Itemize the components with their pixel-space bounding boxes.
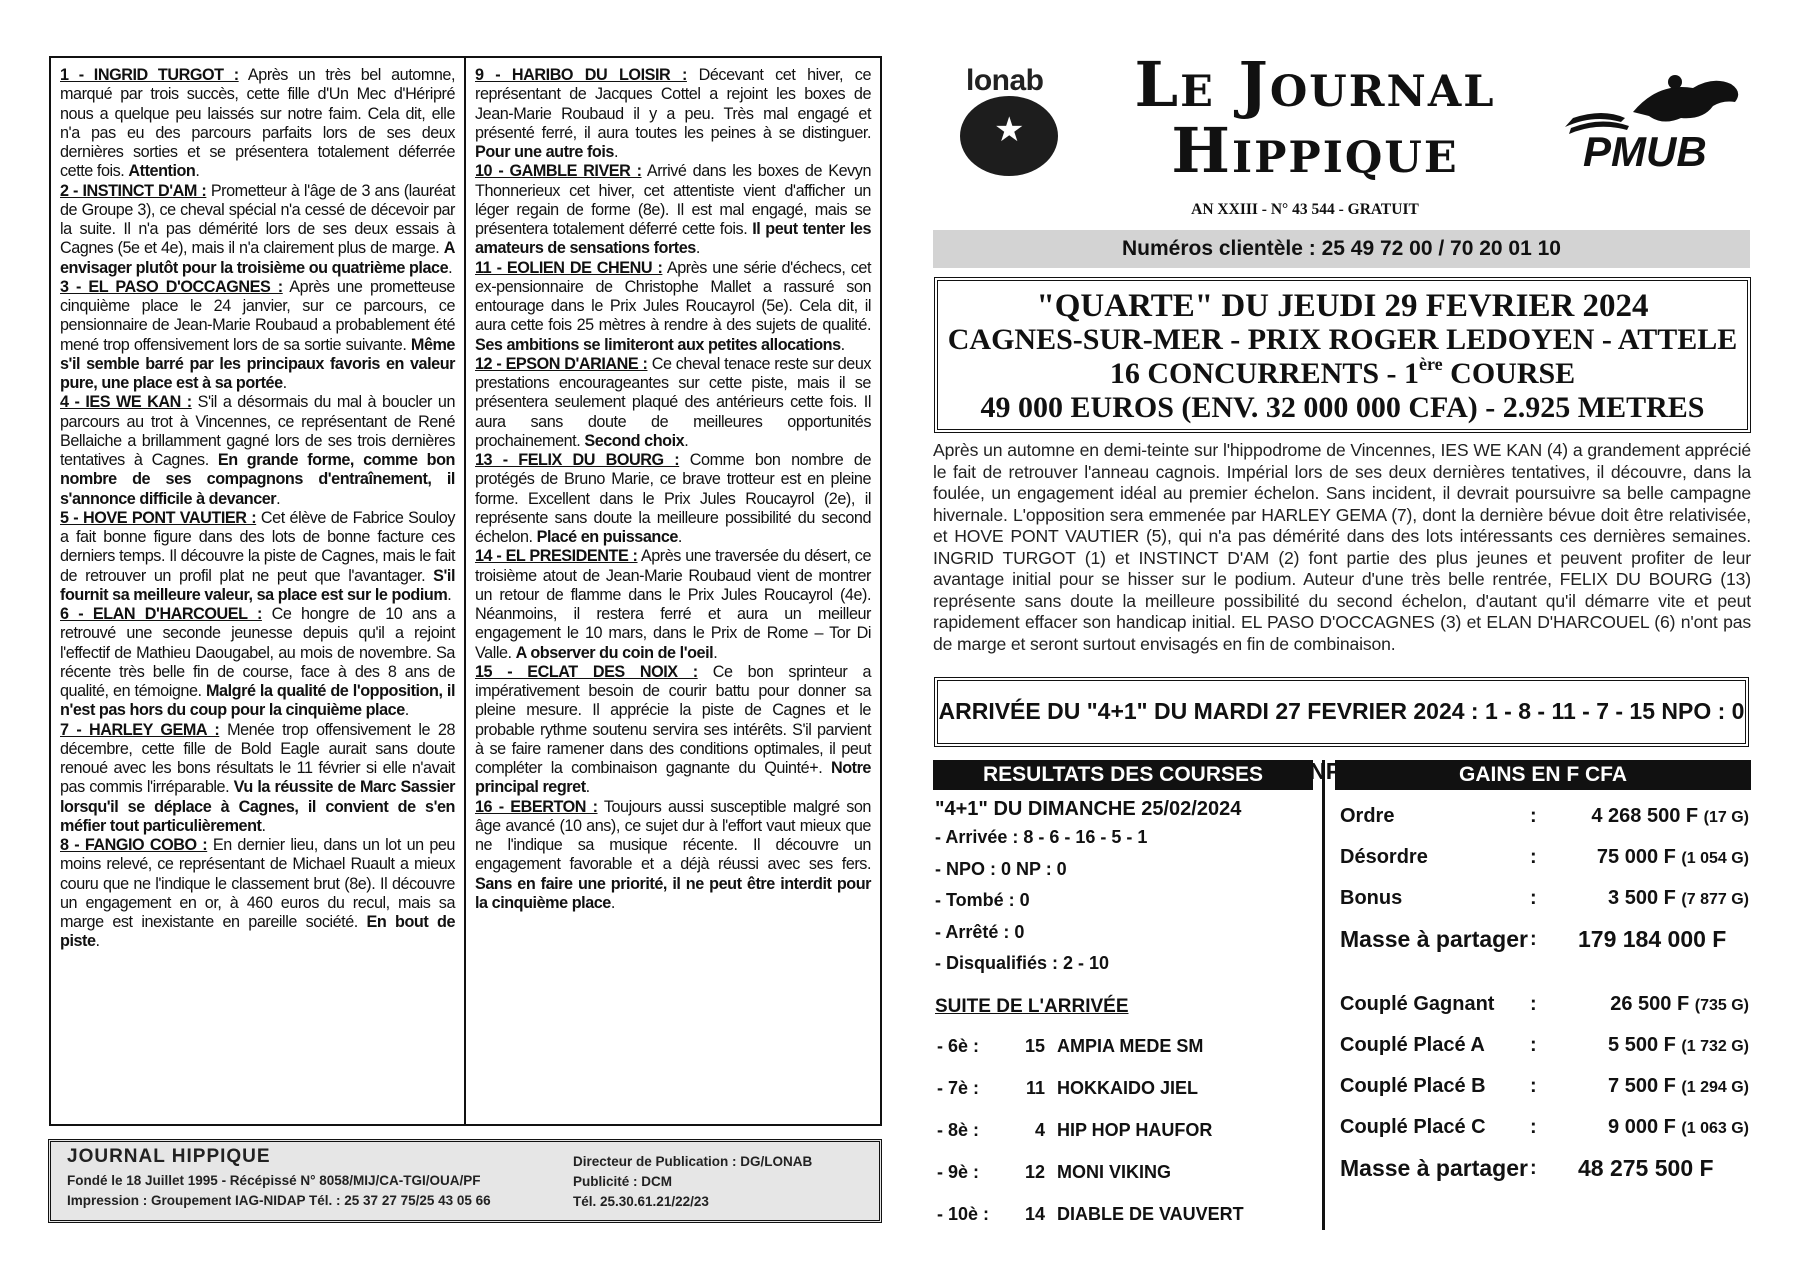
- suite-position: - 9è :: [937, 1162, 980, 1182]
- suite-number: 12: [1024, 1162, 1045, 1182]
- suite-horse: AMPIA MEDE SM: [1057, 1036, 1204, 1056]
- result-line: - Tombé : 0: [935, 890, 1030, 910]
- quarte-venue: CAGNES-SUR-MER - PRIX ROGER LEDOYEN - ATTELE: [947, 323, 1738, 356]
- gains-winners: (7 877 G): [1681, 891, 1749, 908]
- gains-row: [1340, 837, 1755, 878]
- horse-comment: Ce bon sprinteur a impérativement besoin de courir battu pour donner sa pleine mesure. Il apprécie la piste de Cagnes et le probable rythme soutenu servira ses intérêts. S'il parvient à se faire ramener dans des conditions optimales, il peut compléter la combinaison gagnante du Quinté+.: [475, 662, 872, 777]
- gains-winners: (1 294 G): [1681, 1079, 1749, 1096]
- horse-verdict-end: .: [276, 489, 281, 508]
- horse-comment: Menée trop offensivement le 28 décembre, cette fille de Bold Eagle aurait sans doute renoué avec les bons résultats le 11 février si elle n'avait pas commis l'irréparable.: [60, 720, 455, 797]
- gains-amount: 9 000 F: [1608, 1116, 1676, 1138]
- gains-amount: 7 500 F: [1608, 1075, 1676, 1097]
- gains-amount: 4 268 500 F: [1591, 805, 1699, 827]
- masthead-line-1: Le Journal: [1134, 48, 1496, 121]
- horse-entry: [60, 393, 455, 509]
- horse-comment: Cet élève de Fabrice Souloy a fait bonne figure dans des lots de bonne facture ces derniers temps. Il découvre la piste de Cagnes, mais le fait de retrouver un profil plat ne peut que l'avantager.: [60, 508, 455, 585]
- horse-verdict: Attention: [128, 162, 196, 181]
- gains-row: [1340, 1107, 1755, 1148]
- gains-section: [1340, 796, 1755, 1189]
- horse-comment: Après une prometteuse cinquième place le 24 janvier, sur ce parcours, ce pensionnaire de Jean-Marie Roubaud a probablement été mené trop offensivement lors de sa sortie suivante.: [60, 277, 455, 354]
- horse-verdict: Même s'il semble barré par les principaux favoris en valeur pure, une place est à sa portée: [60, 335, 455, 392]
- horse-verdict: Sans en faire une priorité, il ne peut être interdit pour la cinquième place: [475, 874, 871, 912]
- horse-verdict: Pour une autre fois: [475, 143, 614, 161]
- horse-comment: S'il a désormais du mal à boucler un parcours au trot à Vincennes, ce représentant de René Bellaiche a brillamment gagné lors de ses trois dernières tentatives à Cagnes.: [60, 393, 455, 469]
- horse-entry: [475, 66, 871, 162]
- gains-amount: 3 500 F: [1608, 887, 1676, 909]
- suite-table: [935, 1026, 1244, 1236]
- horse-comment: En dernier lieu, dans un lot un peu moins relevé, ce représentant de Michael Ruault a mieux couru que ne l'indique le classement brut (8e). Il découvre un engagement en or, à 460 euros du recul, mais sa marge est inexistante en pareille société.: [60, 836, 455, 931]
- star-icon: ★: [994, 111, 1025, 149]
- lonab-disk-icon: [960, 96, 1058, 176]
- horse-name: 8 - FANGIO COBO :: [60, 836, 208, 854]
- horse-verdict-end: .: [95, 932, 100, 951]
- horse-verdict: Vu la réussite de Marc Sassier lorsqu'il se déplace à Cagnes, il convient de s'en méfier tout particulièrement: [60, 778, 455, 835]
- results-header: RESULTATS DES COURSES: [933, 760, 1313, 790]
- spacer-cell: [1340, 960, 1530, 984]
- horse-comment: Après un très bel automne, marqué par trois succès, cette fille d'Un Mec d'Héripré nous a quelque peu laissés sur notre faim. Cela dit, elle n'a pas eu des parcours parfaits lors de ses deux dernières sorties et se présentera totalement déferrée cette fois.: [60, 66, 456, 181]
- horse-entry: [60, 66, 455, 182]
- result-line: - NPO : 0 NP : 0: [935, 858, 1067, 879]
- horse-name: 12 - EPSON D'ARIANE :: [475, 354, 648, 373]
- gains-amount: 26 500 F: [1610, 993, 1690, 1015]
- horse-verdict: En grande forme, comme bon nombre de ses compagnons d'entraînement, il s'annonce difficile à devancer: [60, 451, 455, 508]
- horse-verdict-end: .: [695, 239, 700, 258]
- horse-comment: Comme bon nombre de protégés de Bruno Marie, ce brave trotteur est en pleine forme. Excellent dans le Prix Jules Roucayrol (2e), il représente sans doute la meilleure possibilité du second échelon.: [475, 451, 871, 546]
- result-line: - Arrêté : 0: [935, 921, 1025, 942]
- results-section: [935, 796, 1315, 1236]
- suite-number: 11: [1025, 1078, 1045, 1098]
- horse-verdict-end: .: [585, 778, 590, 797]
- gains-label: Bonus: [1340, 887, 1403, 909]
- horse-verdict: S'il fournit sa meilleure valeur, sa place est sur le podium: [60, 566, 455, 604]
- quarte-date: "QUARTE" DU JEUDI 29 FEVRIER 2024: [1036, 288, 1649, 324]
- suite-row: [935, 1026, 1244, 1068]
- horse-verdict-end: .: [840, 335, 845, 354]
- horse-comment: Arrivé dans les boxes de Kevyn Thonnerieux cet hiver, cet attentiste vient d'afficher un léger regain de forme (8e). Il est mal engagé, mais se présentera totalement déferré cette fois.: [475, 162, 871, 238]
- suite-position: - 6è :: [937, 1036, 980, 1056]
- horse-verdict: Ses ambitions se limiteront aux petites allocations: [475, 335, 841, 354]
- horse-name: 3 - EL PASO D'OCCAGNES :: [60, 277, 283, 296]
- horse-entry: [475, 547, 871, 663]
- publication-footer: [48, 1139, 882, 1223]
- gains-value: [1570, 1066, 1755, 1107]
- gains-colon: :: [1530, 887, 1537, 909]
- gains-colon: :: [1530, 846, 1537, 868]
- gains-value: [1570, 878, 1755, 919]
- gains-row: [1340, 1066, 1755, 1107]
- results-lines: [935, 822, 1315, 980]
- suite-number: 14: [1024, 1204, 1045, 1224]
- horse-entry: [60, 605, 455, 721]
- suite-position: - 7è :: [937, 1078, 980, 1098]
- gains-colon: :: [1530, 1116, 1537, 1138]
- column-divider: [1322, 760, 1325, 1230]
- gains-header: GAINS EN F CFA: [1335, 760, 1751, 790]
- gains-winners: (1 054 G): [1681, 850, 1749, 867]
- horse-entry: [475, 451, 871, 547]
- gains-winners: (17 G): [1703, 809, 1749, 826]
- customer-phone-numbers: Numéros clientèle : 25 49 72 00 / 70 20 01 10: [933, 230, 1750, 268]
- gains-label: Désordre: [1340, 846, 1428, 868]
- horse-name: 14 - EL PRESIDENTE :: [475, 547, 638, 566]
- masthead-line-2: Hippique: [1171, 114, 1459, 187]
- masse-value: 179 184 000 F: [1578, 926, 1727, 952]
- commentary-column-2: [466, 58, 880, 1124]
- horse-name: 10 - GAMBLE RIVER :: [475, 162, 642, 181]
- horse-entry: [60, 721, 455, 837]
- horse-verdict-end: .: [713, 643, 718, 662]
- arrivee-box: ARRIVÉE DU "4+1" DU MARDI 27 FEVRIER 2024 : 1 - 8 - 11 - 7 - 15 NPO : 0: [934, 677, 1749, 747]
- horse-verdict-end: .: [195, 162, 200, 181]
- suite-row: [935, 1194, 1244, 1236]
- result-line: - Arrivée : 8 - 6 - 16 - 5 - 1: [935, 827, 1148, 847]
- horse-verdict: A observer du coin de l'oeil: [515, 643, 714, 662]
- gains-winners: (735 G): [1694, 997, 1749, 1014]
- horse-verdict-end: .: [613, 143, 619, 161]
- quarte-runners: 16 CONCURRENTS - 1ère COURSE: [1109, 354, 1576, 390]
- horse-verdict-end: .: [684, 431, 689, 450]
- suite-horse: DIABLE DE VAUVERT: [1057, 1204, 1244, 1224]
- horse-entry: [60, 278, 455, 394]
- footer-publicite: Publicité : DCM: [573, 1174, 673, 1189]
- gains-colon: :: [1530, 1034, 1537, 1056]
- horse-verdict: En bout de piste: [60, 913, 456, 951]
- masthead-title: [1090, 48, 1540, 187]
- gains-amount: 75 000 F: [1596, 846, 1676, 868]
- horse-comment: Ce cheval tenace reste sur deux prestations encourageantes sur cette piste, mais il se présentera seulement plaqué des antérieurs cette fois. Il aura sans doute de meilleures opportunités prochainement.: [475, 354, 872, 450]
- horse-entry: [475, 798, 871, 914]
- horse-entry: [60, 182, 455, 278]
- gains-colon: :: [1530, 928, 1537, 950]
- gains-row: [1340, 878, 1755, 919]
- horse-comment: Toujours aussi susceptible malgré son âge avancé (10 ans), ce sujet dur à l'effort vaut mieux que ne l'indique sa musique récente. Il découvre un engagement favorable et a déjà réussi avec ses fers.: [475, 797, 871, 874]
- horse-name: 16 - EBERTON :: [475, 797, 598, 816]
- gains-masse-row: [1340, 1148, 1755, 1189]
- gains-colon: :: [1530, 1157, 1537, 1179]
- gains-label: Couplé Placé C: [1340, 1116, 1486, 1138]
- gains-winners: (1 063 G): [1681, 1120, 1749, 1137]
- footer-director: Directeur de Publication : DG/LONAB: [573, 1154, 813, 1169]
- horse-verdict: Placé en puissance: [536, 528, 678, 546]
- horse-name: 1 - INGRID TURGOT :: [60, 66, 239, 84]
- horse-name: 11 - EOLIEN DE CHENU :: [475, 258, 663, 277]
- horse-verdict: Malgré la qualité de l'opposition, il n'est pas hors du coup pour la cinquième place: [60, 682, 456, 720]
- horse-verdict: Second choix: [584, 431, 685, 450]
- horse-verdict-end: .: [610, 893, 615, 912]
- gains-winners: (1 732 G): [1681, 1038, 1749, 1055]
- horse-name: 5 - HOVE PONT VAUTIER :: [60, 508, 257, 527]
- horse-commentary-box: [49, 56, 882, 1126]
- suite-title: SUITE DE L'ARRIVÉE: [935, 995, 1129, 1017]
- masse-label: Masse à partager: [1340, 1155, 1528, 1181]
- horse-verdict: Notre principal regret: [475, 759, 871, 797]
- gains-value: [1570, 837, 1755, 878]
- horse-entry: [475, 259, 871, 355]
- gains-colon: :: [1530, 993, 1537, 1015]
- gains-value: [1570, 984, 1755, 1025]
- suite-horse: MONI VIKING: [1057, 1162, 1172, 1182]
- horse-name: 9 - HARIBO DU LOISIR :: [475, 66, 687, 84]
- gains-value: [1570, 1107, 1755, 1148]
- suite-number: 15: [1024, 1036, 1045, 1056]
- suite-position: - 10è :: [937, 1204, 990, 1224]
- quarte-race-box: [934, 277, 1751, 433]
- horse-verdict-end: .: [677, 528, 682, 546]
- suite-row: [935, 1110, 1244, 1152]
- horse-name: 13 - FELIX DU BOURG :: [475, 451, 680, 469]
- quarte-prize: 49 000 EUROS (ENV. 32 000 000 CFA) - 2.925 METRES: [980, 391, 1705, 424]
- horse-comment: Décevant cet hiver, ce représentant de Jacques Cottel a rejoint les boxes de Jean-Marie Roubaud il y a peu. Très mal engagé et présenté ferré, il aura toutes les peines à se distinguer.: [475, 66, 872, 142]
- suite-position: - 8è :: [937, 1120, 980, 1140]
- lonab-logo: [960, 64, 1070, 174]
- footer-printing: Impression : Groupement IAG-NIDAP Tél. : 25 37 27 75/25 43 05 66: [67, 1193, 491, 1208]
- horse-entry: [475, 162, 871, 258]
- horse-entry: [475, 355, 871, 451]
- results-title: "4+1" DU DIMANCHE 25/02/2024: [935, 798, 1242, 820]
- gains-masse-row: [1340, 919, 1755, 960]
- horse-name: 2 - INSTINCT D'AM :: [60, 181, 207, 200]
- gains-label: Ordre: [1340, 805, 1395, 827]
- gains-colon: :: [1530, 805, 1537, 827]
- horse-verdict-end: .: [404, 701, 409, 720]
- result-line: - Disqualifiés : 2 - 10: [935, 953, 1110, 973]
- horse-comment: Ce hongre de 10 ans a retrouvé une seconde jeunesse depuis qu'il a rejoint l'effectif de Mathieu Daougabel, au mois de novembre. Sa récente très belle fin de course, face à des 8 ans de qualité, en témoigne.: [60, 605, 455, 700]
- horse-comment: Après une série d'échecs, cet ex-pensionnaire de Christophe Mallet a rassuré son entourage dans le Prix Jules Roucayrol (5e). Cela dit, il aura cette fois 25 mètres à rendre à des sujets de qualité.: [475, 258, 871, 335]
- gains-amount: 5 500 F: [1608, 1034, 1676, 1056]
- horse-entry: [60, 509, 455, 605]
- pmub-wordmark: PMUB: [1583, 128, 1707, 175]
- masse-value: 48 275 500 F: [1578, 1155, 1714, 1181]
- masse-label: Masse à partager: [1340, 926, 1528, 952]
- horse-verdict-end: .: [282, 374, 287, 392]
- issue-number: AN XXIII - N° 43 544 - GRATUIT: [1191, 201, 1419, 218]
- race-analysis: Après un automne en demi-teinte sur l'hippodrome de Vincennes, IES WE KAN (4) a grandement apprécié le fait de retrouver l'anneau cagnois. Impérial lors de ses deux dernières tentatives, il découvre, dans la foulée, un engagement idéal au premier échelon. Sans incident, il devrait poursuivre sa belle campagne hivernale. L'opposition sera emmenée par HARLEY GEMA (7), dont la dernière bévue doit être relativisée, et HOVE PONT VAUTIER (5), qui n'a pas démérité dans des lots intéressants ces dernières semaines. INGRID TURGOT (1) et INSTINCT D'AM (2) font partie des plus jeunes et peuvent profiter de leur avantage initial pour se hisser sur le podium. Auteur d'une très belle rentrée, FELIX DU BOURG (13) représente sans doute la meilleure possibilité du second échelon, d'autant qu'il démarre vite et peut rapidement effacer son handicap initial. EL PASO D'OCCAGNES (3) et ELAN D'HARCOUEL (6) n'ont pas de marge et seront surtout envisagés en fin de combinaison.: [933, 440, 1751, 654]
- horse-verdict-end: .: [447, 585, 452, 604]
- gains-row: [1340, 984, 1755, 1025]
- horse-verdict-end: .: [448, 258, 453, 277]
- horse-verdict: A envisager plutôt pour la troisième ou quatrième place: [60, 239, 455, 277]
- gains-label: Couplé Gagnant: [1340, 993, 1495, 1015]
- horse-name: 4 - IES WE KAN :: [60, 393, 192, 412]
- footer-tel: Tél. 25.30.61.21/22/23: [573, 1194, 709, 1209]
- gains-colon: :: [1530, 1075, 1537, 1097]
- gains-spacer: [1340, 960, 1755, 984]
- lonab-wordmark: lonab: [966, 64, 1044, 97]
- horse-verdict: Il peut tenter les amateurs de sensations fortes: [475, 220, 871, 258]
- horse-entry: [60, 836, 455, 952]
- horse-entry: [475, 663, 871, 798]
- gains-row: [1340, 796, 1755, 837]
- suite-horse: HOKKAIDO JIEL: [1057, 1078, 1199, 1098]
- suite-row: [935, 1068, 1244, 1110]
- footer-founded: Fondé le 18 Juillet 1995 - Récépissé N° 8058/MIJ/CA-TGI/OUA/PF: [67, 1173, 481, 1188]
- gains-label: Couplé Placé A: [1340, 1034, 1485, 1056]
- commentary-column-1: [51, 58, 466, 1124]
- gains-label: Couplé Placé B: [1340, 1075, 1486, 1097]
- gains-value: [1570, 1025, 1755, 1066]
- horse-name: 15 - ECLAT DES NOIX :: [475, 662, 698, 681]
- suite-row: [935, 1152, 1244, 1194]
- horse-verdict-end: .: [261, 816, 266, 835]
- horse-name: 7 - HARLEY GEMA :: [60, 720, 220, 739]
- pmub-logo: [1563, 72, 1763, 182]
- footer-title: JOURNAL HIPPIQUE: [67, 1146, 271, 1167]
- horse-comment: Après une traversée du désert, ce troisième atout de Jean-Marie Roubaud vient de montrer un retour de flamme dans le Prix Jules Roucayrol (4e). Néanmoins, il restera ferré et aura un meilleur engagement le 10 mars, dans le Prix de Rome – Tor Di Valle.: [475, 547, 872, 662]
- gains-value: [1570, 796, 1755, 837]
- gains-row: [1340, 1025, 1755, 1066]
- suite-horse: HIP HOP HAUFOR: [1057, 1120, 1213, 1140]
- horse-comment: Prometteur à l'âge de 3 ans (lauréat de Groupe 3), ce cheval spécial n'a cessé de décevoir par la suite. Il n'a pas démérité lors de ses deux essais à Cagnes (5e et 4e), mais il n'a clairement plus de marge.: [60, 181, 456, 258]
- suite-number: 4: [1034, 1120, 1045, 1140]
- horse-name: 6 - ELAN D'HARCOUEL :: [60, 605, 262, 623]
